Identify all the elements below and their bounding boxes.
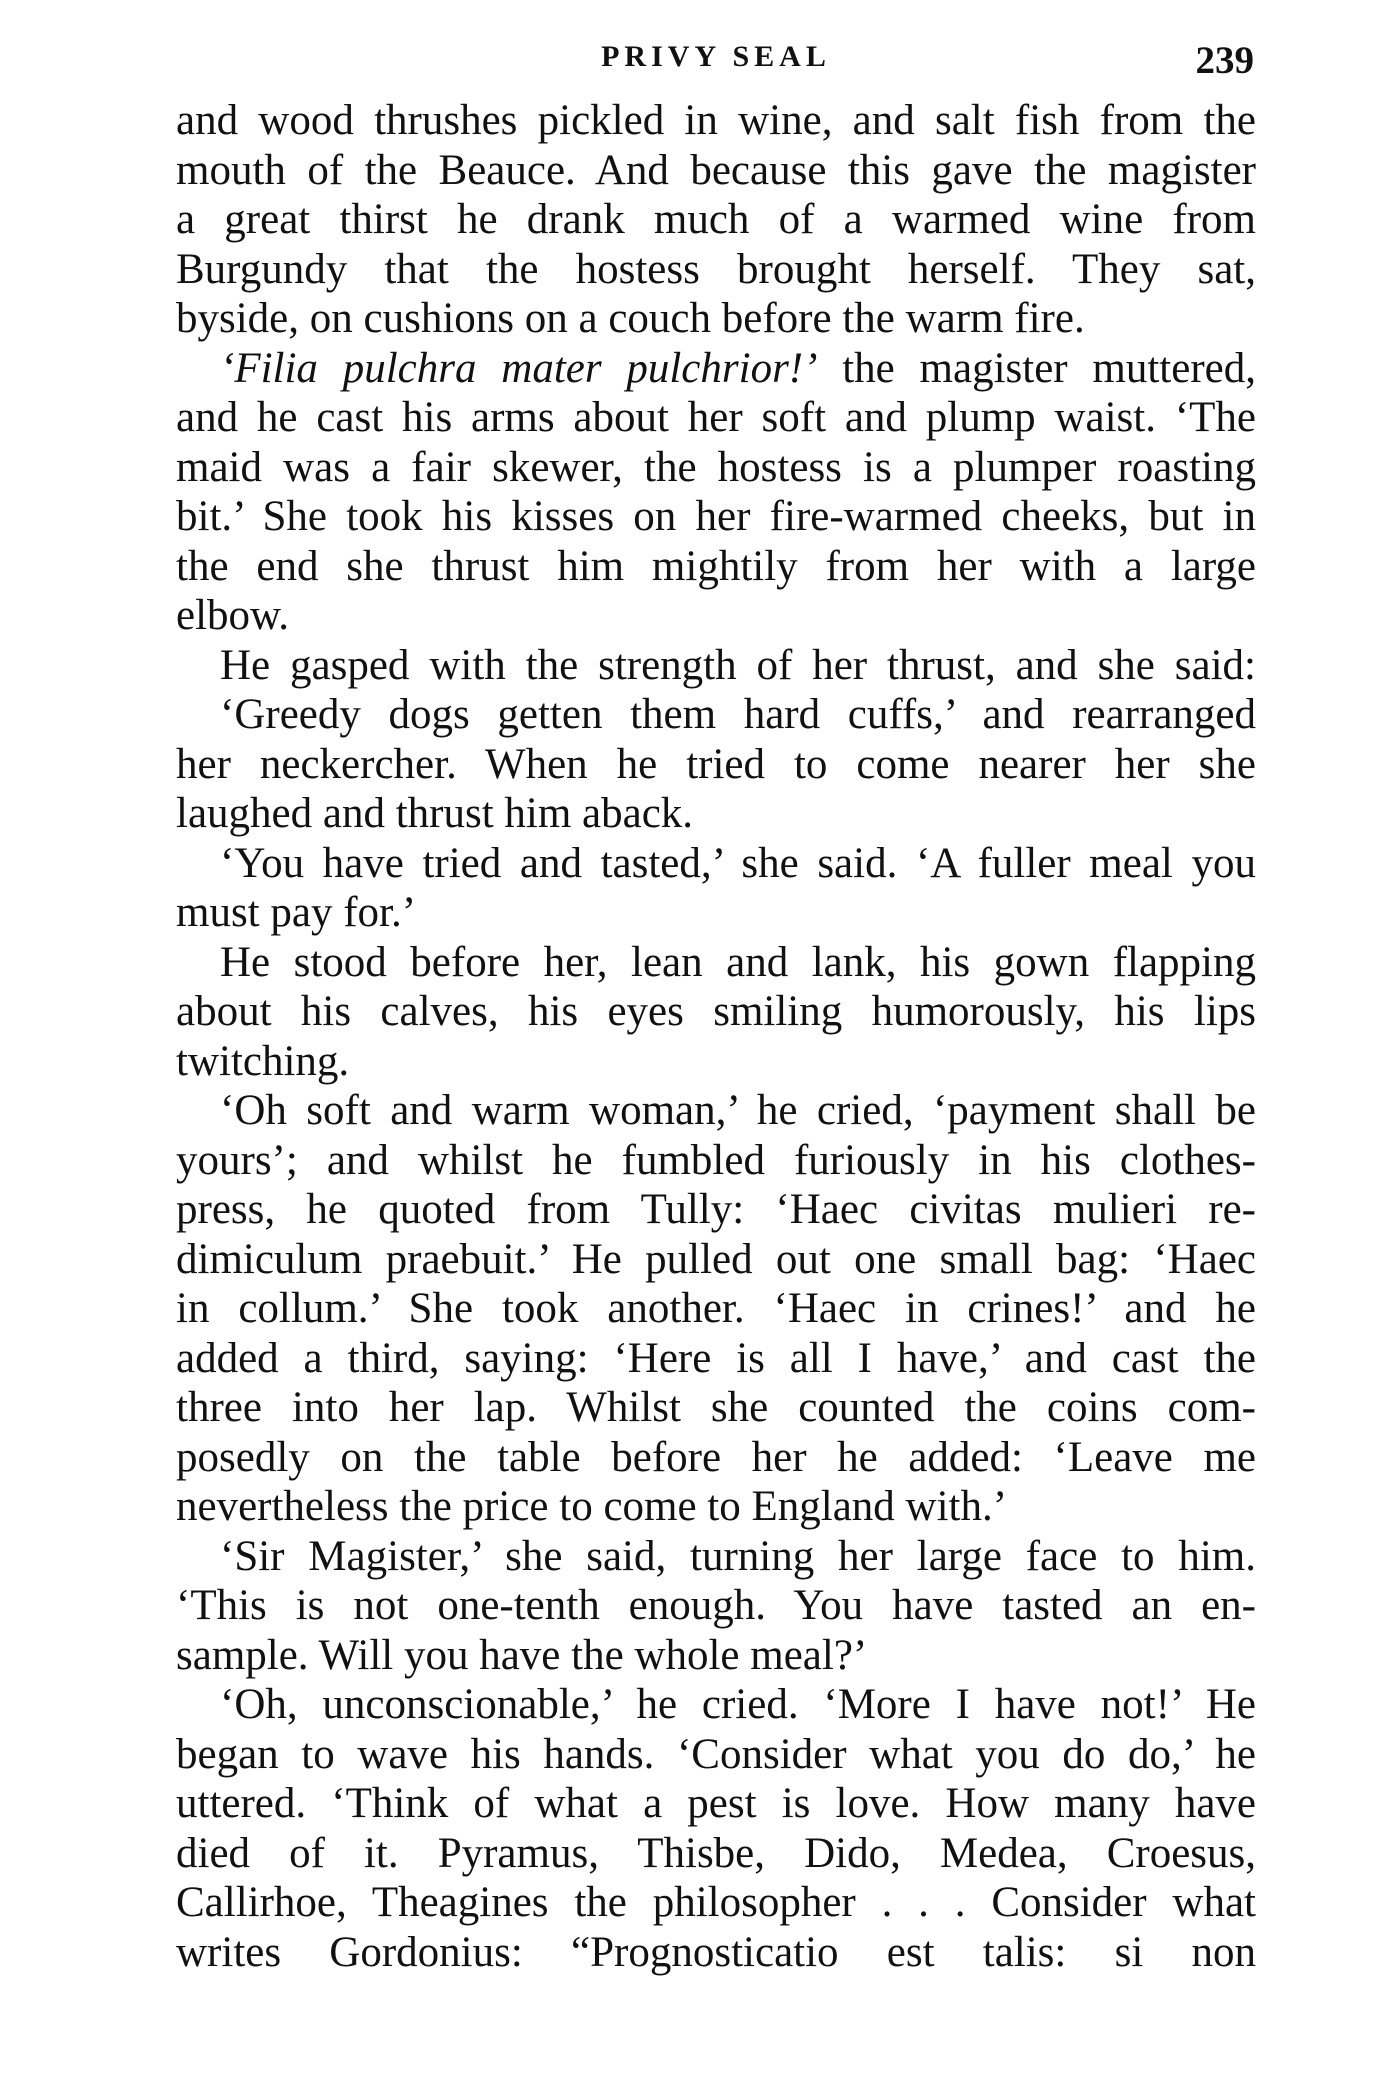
text-line: He stood before her, lean and lank, his gown flapping <box>220 938 1256 986</box>
text-line: laughed and thrust him aback. <box>176 790 694 837</box>
text-line: Callirhoe, Theagines the philosopher . . . Consider what <box>176 1879 1256 1926</box>
text-line: sample. Will you have the whole meal?’ <box>176 1631 868 1679</box>
page-number: 239 <box>1195 39 1254 82</box>
text-line: He gasped with the strength of her thrust, and she said: <box>220 641 1256 689</box>
text-line: dimiculum praebuit.’ He pulled out one small bag: ‘Haec <box>176 1235 1256 1283</box>
text-line: writes Gordonius: “Prognosticatio est talis: si non <box>176 1928 1256 1976</box>
text-line: ‘Oh soft and warm woman,’ he cried, ‘payment shall be <box>220 1087 1256 1134</box>
text-line: press, he quoted from Tully: ‘Haec civitas mulieri re- <box>176 1186 1256 1233</box>
text-line: ‘You have tried and tasted,’ she said. ‘A fuller meal you <box>220 839 1256 887</box>
text-fragment: the magister muttered, <box>817 344 1256 392</box>
running-title: PRIVY SEAL <box>601 40 831 73</box>
text-line: three into her lap. Whilst she counted the coins com- <box>176 1384 1256 1431</box>
body-text <box>176 96 1256 1977</box>
text-line: began to wave his hands. ‘Consider what you do do,’ he <box>176 1730 1256 1778</box>
text-line: twitching. <box>176 1037 350 1085</box>
text-line: added a third, saying: ‘Here is all I have,’ and cast the <box>176 1334 1256 1382</box>
text-line <box>176 344 1256 394</box>
text-line: posedly on the table before her he added: ‘Leave me <box>176 1433 1256 1481</box>
text-line: nevertheless the price to come to England with.’ <box>176 1483 1008 1530</box>
text-line: Burgundy that the hostess brought herself. They sat, <box>176 245 1256 293</box>
text-line: and wood thrushes pickled in wine, and salt fish from the <box>176 97 1256 144</box>
text-line: ‘Sir Magister,’ she said, turning her large face to him. <box>220 1532 1256 1580</box>
text-line: yours’; and whilst he fumbled furiously in his clothes- <box>176 1136 1256 1184</box>
text-line: ‘This is not one-tenth enough. You have tasted an en- <box>176 1582 1256 1629</box>
text-line: uttered. ‘Think of what a pest is love. How many have <box>176 1780 1256 1827</box>
latin-quote: ‘Filia pulchra mater pulchrior!’ <box>220 344 818 392</box>
text-line: ‘Oh, unconscionable,’ he cried. ‘More I have not!’ He <box>220 1681 1256 1728</box>
text-line: elbow. <box>176 592 290 639</box>
text-line: her neckercher. When he tried to come nearer her she <box>176 740 1256 788</box>
text-line: the end she thrust him mightily from her with a large <box>176 542 1256 590</box>
text-line: must pay for.’ <box>176 889 417 936</box>
text-line: in collum.’ She took another. ‘Haec in crines!’ and he <box>176 1285 1256 1332</box>
page-header <box>178 40 1254 80</box>
text-line: mouth of the Beauce. And because this gave the magister <box>176 146 1256 194</box>
text-line: and he cast his arms about her soft and plump waist. ‘The <box>176 394 1256 441</box>
text-line: a great thirst he drank much of a warmed wine from <box>176 196 1256 243</box>
text-line: died of it. Pyramus, Thisbe, Dido, Medea, Croesus, <box>176 1829 1256 1877</box>
text-line: byside, on cushions on a couch before the warm fire. <box>176 295 1085 342</box>
text-line: bit.’ She took his kisses on her fire-warmed cheeks, but in <box>176 493 1256 540</box>
text-line: maid was a fair skewer, the hostess is a plumper roasting <box>176 443 1256 491</box>
text-line: about his calves, his eyes smiling humorously, his lips <box>176 988 1256 1035</box>
text-line: ‘Greedy dogs getten them hard cuffs,’ and rearranged <box>220 691 1256 738</box>
